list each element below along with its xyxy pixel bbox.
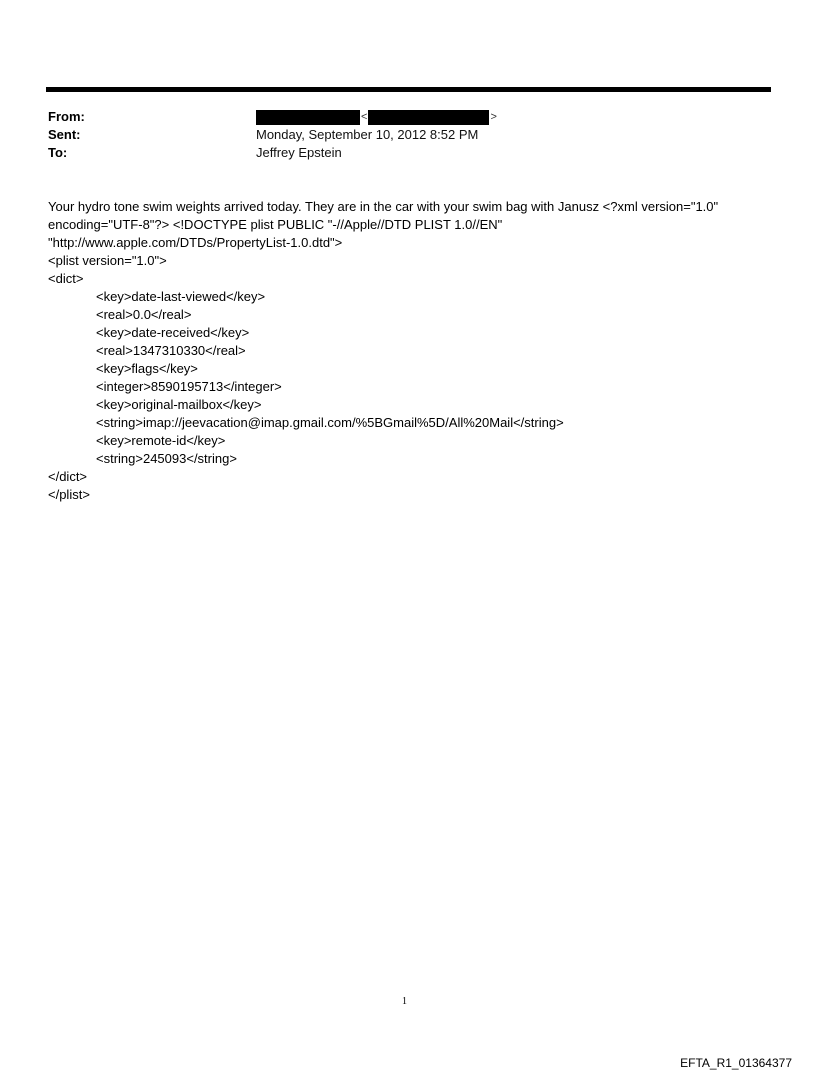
body-line: </plist> [48, 487, 90, 502]
header-rule [46, 87, 771, 92]
from-open-bracket: < [361, 111, 368, 123]
to-label: To: [48, 145, 68, 160]
from-row [48, 108, 768, 126]
body-line: <integer>8590195713</integer> [96, 379, 282, 394]
redacted-sender-name [256, 110, 360, 125]
body-line: </dict> [48, 469, 88, 484]
from-label: From: [48, 109, 85, 124]
from-value [256, 108, 498, 126]
document-id: EFTA_R1_01364377 [680, 1056, 792, 1070]
body-line: <key>original-mailbox</key> [96, 397, 262, 412]
from-close-bracket: > [490, 111, 497, 123]
body-line: "http://www.apple.com/DTDs/PropertyList-1.0.dtd"> [48, 235, 343, 250]
body-line: <real>0.0</real> [96, 307, 192, 322]
body-line: <string>245093</string> [96, 451, 237, 466]
redacted-sender-email [368, 110, 489, 125]
body-line: <string>imap://jeevacation@imap.gmail.com/%5BGmail%5D/All%20Mail</string> [96, 415, 564, 430]
body-line: encoding="UTF-8"?> <!DOCTYPE plist PUBLIC "-//Apple//DTD PLIST 1.0//EN" [48, 217, 503, 232]
email-body [48, 198, 778, 504]
body-line: <key>date-last-viewed</key> [96, 289, 266, 304]
body-line: Your hydro tone swim weights arrived today. They are in the car with your swim bag with Janusz <?xml version="1.0" [48, 199, 719, 214]
sent-row [48, 126, 768, 144]
body-line: <key>remote-id</key> [96, 433, 226, 448]
email-header [48, 108, 768, 162]
body-line: <key>date-received</key> [96, 325, 250, 340]
sent-value: Monday, September 10, 2012 8:52 PM [256, 127, 479, 142]
to-value: Jeffrey Epstein [256, 145, 342, 160]
page-number: 1 [402, 996, 407, 1007]
body-line: <plist version="1.0"> [48, 253, 167, 268]
body-line: <key>flags</key> [96, 361, 198, 376]
sent-label: Sent: [48, 127, 81, 142]
body-line: <dict> [48, 271, 84, 286]
body-line: <real>1347310330</real> [96, 343, 246, 358]
to-row [48, 144, 768, 162]
